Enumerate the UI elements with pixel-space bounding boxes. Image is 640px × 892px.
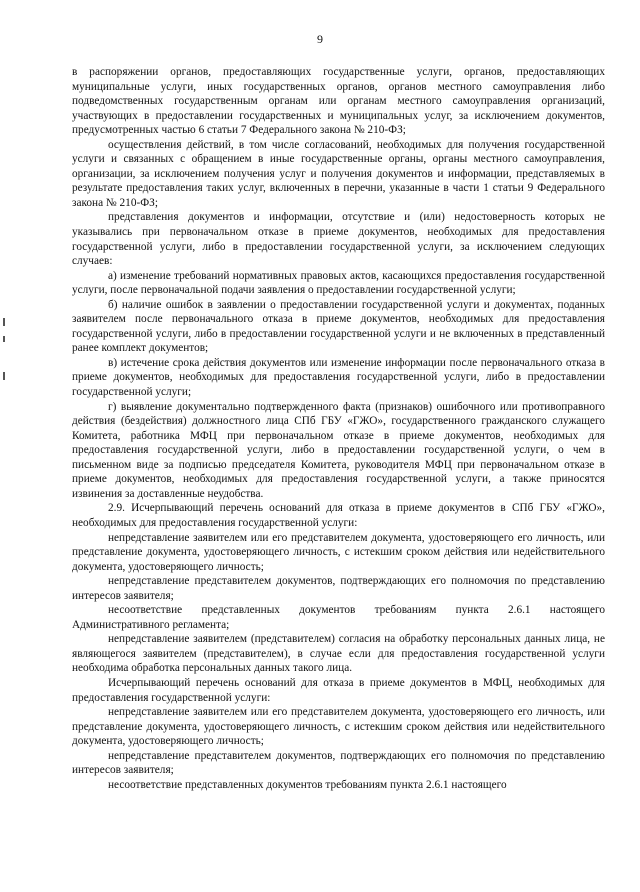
paragraph: несоответствие представленных документов требованиям пункта 2.6.1 настоящего: [108, 778, 507, 791]
margin-mark: [3, 336, 5, 342]
section-heading: 2.9. Исчерпывающий перечень оснований для отказа в приеме документов в СПб ГБУ «ГЖО», необходимых для предоставления государственной услуги:: [72, 502, 605, 529]
paragraph: непредставление представителем документов, подтверждающих его полномочия по представлению интересов заявителя;: [72, 749, 605, 777]
paragraph: Исчерпывающий перечень оснований для отказа в приеме документов в МФЦ, необходимых для предоставления государственной услуги:: [72, 676, 605, 704]
margin-mark: [3, 318, 5, 326]
paragraph: непредставление заявителем или его представителем документа, удостоверяющего его личность, или представление документа, удостоверяющего личность, с истекшим сроком действия или недействительного документа, удостоверяющего личность;: [72, 706, 605, 748]
paragraph: представления документов и информации, отсутствие и (или) недостоверность которых не указывались при первоначальном отказе в приеме документов, необходимых для предоставления государственной услуги, либо в предоставлении государственной услуги, за исключением следующих случаев:: [72, 211, 605, 268]
paragraph: несоответствие представленных документов требованиям пункта 2.6.1 настоящего Административного регламента;: [72, 604, 605, 631]
page-number: 9: [317, 32, 323, 46]
paragraph: осуществления действий, в том числе согласований, необходимых для получения государственной услуги и связанных с обращением в иные государственные органы, органы местного самоуправления, организации, за исключением получения услуг и получения документов и информации, представляемых в результате предоставления таких услуг, включенных в перечни, указанные в части 1 статьи 9 Федерального закона № 210-ФЗ;: [72, 138, 605, 209]
paragraph: а) изменение требований нормативных правовых актов, касающихся предоставления государственной услуги, после первоначальной подачи заявления о предоставлении государственной услуги;: [72, 269, 605, 297]
paragraph: непредставление представителем документов, подтверждающих его полномочия по представлению интересов заявителя;: [72, 575, 605, 602]
paragraph: б) наличие ошибок в заявлении о предоставлении государственной услуги и документах, поданных заявителем после первоначального отказа в приеме документов, необходимых для предоставления государственной услуги, либо в предоставлении государственной услуги и не включенных в представленный ранее комплект документов;: [72, 298, 605, 355]
paragraph: непредставление заявителем (представителем) согласия на обработку персональных данных лица, не являющегося заявителем (представителем), в случае если для предоставления государственной услуги необходима обработка персональных данных такого лица.: [72, 633, 605, 675]
body-text: [72, 65, 605, 792]
paragraph: г) выявление документально подтвержденного факта (признаков) ошибочного или противоправного действия (бездействия) должностного лица СПб ГБУ «ГЖО», государственного гражданского служащего Комитета, работника МФЦ при первоначальном отказе в приеме документов, необходимых для предоставления государственной услуги, либо в предоставлении государственной услуги, о чем в письменном виде за подписью председателя Комитета, руководителя МФЦ при первоначальном отказе в приеме документов, необходимых для предоставления государственной услуги, а также приносятся извинения за доставленные неудобства.: [72, 400, 605, 500]
paragraph: в) истечение срока действия документов или изменение информации после первоначального отказа в приеме документов, необходимых для предоставления государственной услуги, либо в предоставлении государственной услуги;: [72, 356, 605, 399]
margin-mark: [3, 372, 5, 380]
paragraph: в распоряжении органов, предоставляющих государственные услуги, органов, предоставляющих муниципальные услуги, иных государственных органов, органов местного самоуправления либо подведомственных государственным органам или органам местного самоуправления организаций, участвующих в предоставлении государственных и муниципальных услуг, за исключением документов, предусмотренных частью 6 статьи 7 Федерального закона № 210-ФЗ;: [72, 66, 605, 137]
paragraph: непредставление заявителем или его представителем документа, удостоверяющего его личность, или представление документа, удостоверяющего личность, с истекшим сроком действия или недействительного документа, удостоверяющего личность;: [72, 531, 605, 573]
